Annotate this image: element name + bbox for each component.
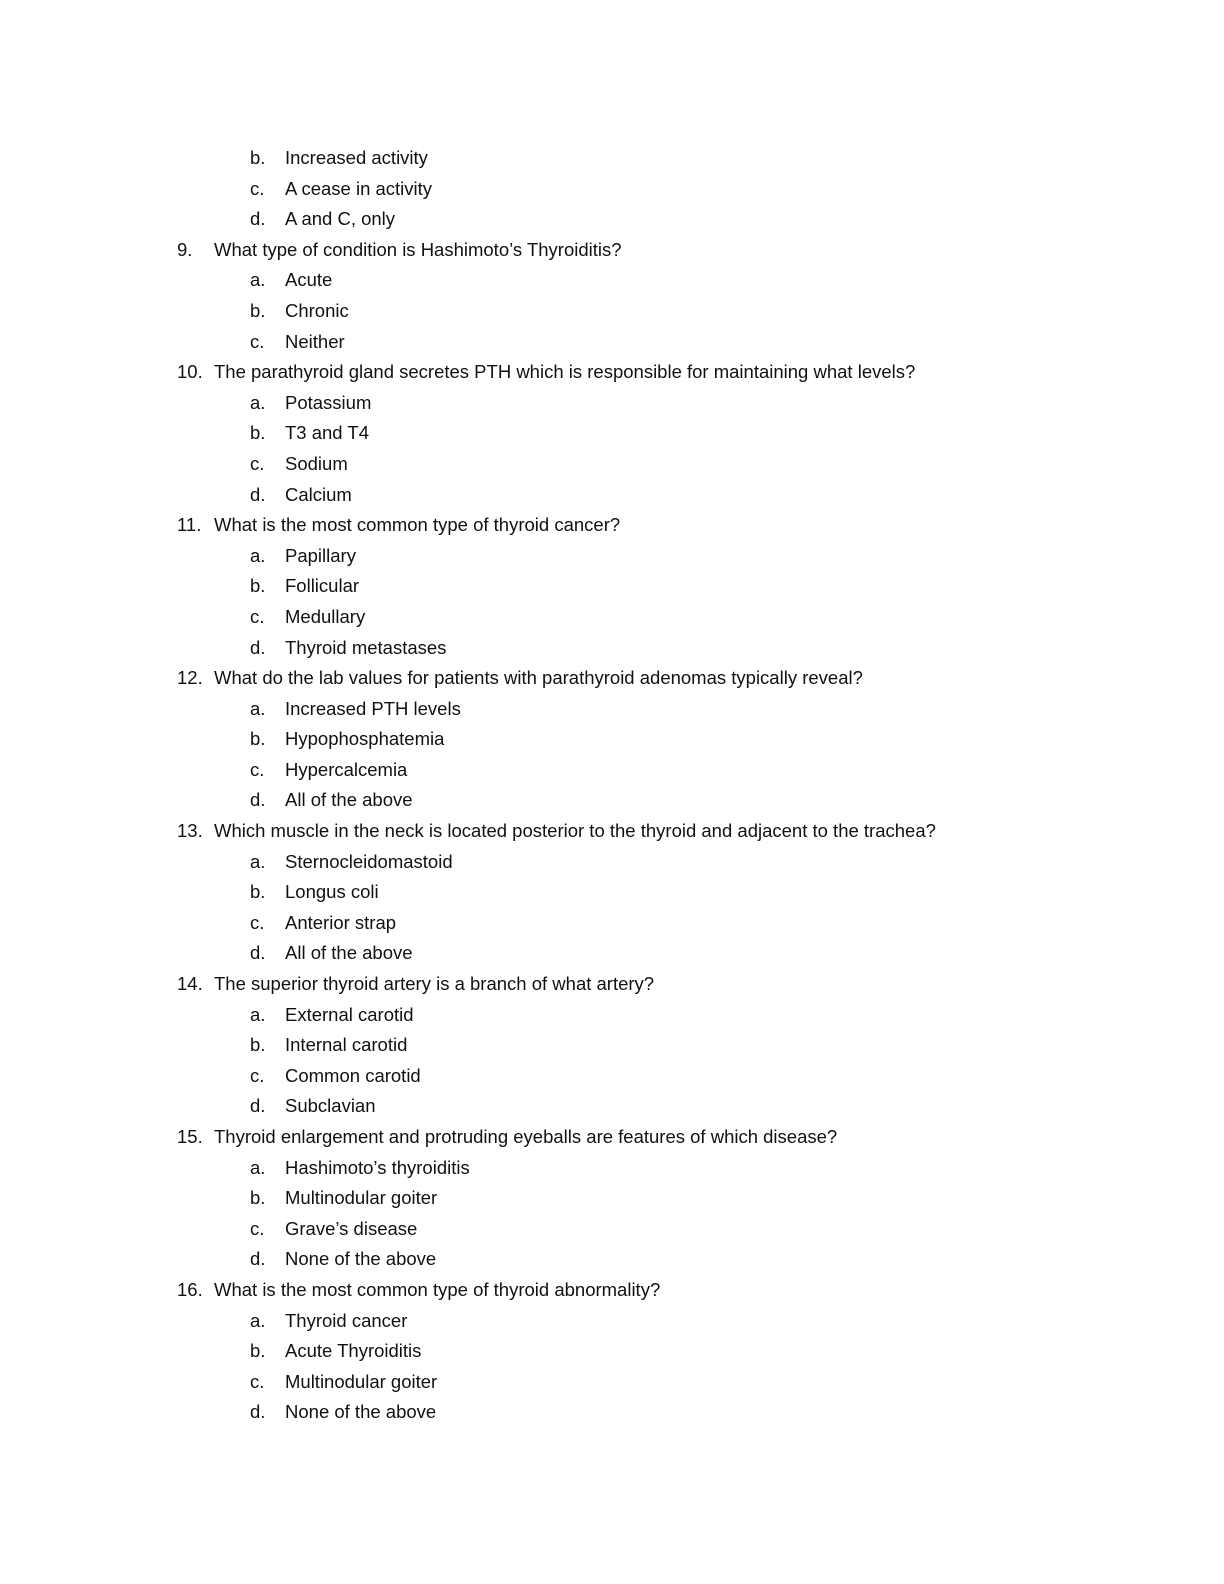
answer-option: [0, 143, 1224, 174]
question-text: What do the lab values for patients with parathyroid adenomas typically reveal?: [214, 667, 863, 689]
answer-option: [0, 1336, 1224, 1367]
option-letter: b.: [250, 1340, 266, 1362]
answer-option: [0, 1091, 1224, 1122]
answer-option: [0, 938, 1224, 969]
option-letter: a.: [250, 850, 266, 872]
option-text: Potassium: [285, 391, 372, 413]
question-text: What is the most common type of thyroid abnormality?: [214, 1278, 661, 1300]
answer-option: [0, 877, 1224, 908]
option-text: A cease in activity: [285, 177, 433, 199]
option-letter: b.: [250, 1187, 266, 1209]
question-number: 14.: [177, 973, 203, 995]
option-letter: c.: [250, 452, 265, 474]
answer-option: [0, 418, 1224, 449]
question-number: 15.: [177, 1126, 203, 1147]
answer-option: [0, 755, 1224, 786]
question-number: 16.: [177, 1278, 203, 1300]
option-letter: d.: [250, 942, 266, 964]
answer-option: [0, 1397, 1224, 1428]
answer-option: [0, 327, 1224, 358]
question: [0, 235, 1224, 266]
question-text: Which muscle in the neck is located posterior to the thyroid and adjacent to the trachea?: [214, 820, 936, 842]
option-text: Subclavian: [285, 1095, 376, 1117]
option-letter: d.: [250, 1095, 266, 1117]
question: [0, 1122, 1224, 1153]
answer-option: [0, 571, 1224, 602]
question-number: 9.: [177, 238, 193, 260]
option-letter: a.: [250, 544, 266, 566]
question-text: Thyroid enlargement and protruding eyeballs are features of which disease?: [214, 1126, 838, 1147]
answer-option: [0, 174, 1224, 205]
answer-option: [0, 847, 1224, 878]
option-letter: b.: [250, 575, 266, 597]
option-text: External carotid: [285, 1003, 414, 1025]
answer-option: [0, 388, 1224, 419]
option-letter: c.: [250, 758, 265, 780]
question: [0, 663, 1224, 694]
question-number: 10.: [177, 361, 203, 383]
option-text: Longus coli: [285, 881, 379, 903]
option-letter: b.: [250, 422, 266, 444]
option-letter: a.: [250, 1309, 266, 1331]
option-text: None of the above: [285, 1248, 437, 1270]
question-text: The superior thyroid artery is a branch of what artery?: [214, 973, 655, 995]
option-letter: a.: [250, 1156, 266, 1178]
option-letter: a.: [250, 697, 266, 719]
option-text: Increased PTH levels: [285, 697, 461, 719]
answer-option: [0, 694, 1224, 725]
quiz-document: [0, 143, 1224, 1428]
option-text: Multinodular goiter: [285, 1370, 438, 1392]
question-number: 11.: [177, 514, 202, 536]
option-letter: c.: [250, 1217, 265, 1239]
question: [0, 816, 1224, 847]
question-text: The parathyroid gland secretes PTH which is responsible for maintaining what levels?: [214, 361, 916, 383]
option-text: Medullary: [285, 605, 366, 627]
option-text: Calcium: [285, 483, 352, 505]
option-text: Thyroid cancer: [285, 1309, 408, 1331]
answer-option: [0, 265, 1224, 296]
answer-option: [0, 296, 1224, 327]
answer-option: [0, 1153, 1224, 1184]
question: [0, 510, 1224, 541]
option-letter: b.: [250, 299, 266, 321]
option-text: Increased activity: [285, 147, 428, 168]
answer-option: [0, 449, 1224, 480]
option-text: Grave’s disease: [285, 1217, 418, 1239]
option-text: Chronic: [285, 299, 349, 321]
option-text: Acute: [285, 269, 333, 291]
option-text: Thyroid metastases: [285, 636, 447, 658]
option-letter: a.: [250, 391, 266, 413]
option-letter: c.: [250, 605, 265, 627]
option-text: Acute Thyroiditis: [285, 1340, 422, 1362]
option-letter: d.: [250, 789, 266, 811]
option-text: All of the above: [285, 789, 413, 811]
answer-option: [0, 1214, 1224, 1245]
option-text: All of the above: [285, 942, 413, 964]
question: [0, 969, 1224, 1000]
option-text: T3 and T4: [285, 422, 369, 444]
answer-option: [0, 1244, 1224, 1275]
question: [0, 357, 1224, 388]
option-text: None of the above: [285, 1401, 437, 1423]
answer-option: [0, 602, 1224, 633]
option-letter: c.: [250, 177, 265, 199]
option-letter: b.: [250, 728, 266, 750]
answer-option: [0, 908, 1224, 939]
answer-option: [0, 1183, 1224, 1214]
option-text: Hashimoto’s thyroiditis: [285, 1156, 470, 1178]
option-letter: a.: [250, 1003, 266, 1025]
option-text: Papillary: [285, 544, 356, 566]
answer-option: [0, 1030, 1224, 1061]
option-text: Sodium: [285, 452, 348, 474]
option-text: Common carotid: [285, 1064, 421, 1086]
option-text: A and C, only: [285, 208, 396, 230]
option-text: Multinodular goiter: [285, 1187, 438, 1209]
option-text: Anterior strap: [285, 911, 397, 933]
option-letter: c.: [250, 1064, 265, 1086]
answer-option: [0, 541, 1224, 572]
answer-option: [0, 480, 1224, 511]
question: [0, 1275, 1224, 1306]
option-letter: d.: [250, 483, 266, 505]
question-text: What type of condition is Hashimoto’s Thyroiditis?: [214, 238, 622, 260]
option-letter: c.: [250, 330, 265, 352]
question-number: 12.: [177, 667, 203, 689]
answer-option: [0, 1367, 1224, 1398]
option-letter: b.: [250, 881, 266, 903]
answer-option: [0, 785, 1224, 816]
option-letter: a.: [250, 269, 266, 291]
option-text: Neither: [285, 330, 345, 352]
option-letter: d.: [250, 208, 266, 230]
question-text: What is the most common type of thyroid cancer?: [214, 514, 621, 536]
answer-option: [0, 1061, 1224, 1092]
option-letter: d.: [250, 1248, 266, 1270]
option-letter: d.: [250, 1401, 266, 1423]
option-text: Hypophosphatemia: [285, 728, 445, 750]
option-letter: b.: [250, 147, 266, 168]
option-letter: d.: [250, 636, 266, 658]
option-letter: c.: [250, 1370, 265, 1392]
answer-option: [0, 204, 1224, 235]
answer-option: [0, 633, 1224, 664]
option-text: Sternocleidomastoid: [285, 850, 453, 872]
question-number: 13.: [177, 820, 203, 842]
option-letter: b.: [250, 1034, 266, 1056]
answer-option: [0, 1000, 1224, 1031]
answer-option: [0, 1306, 1224, 1337]
answer-option: [0, 724, 1224, 755]
option-text: Follicular: [285, 575, 360, 597]
option-text: Hypercalcemia: [285, 758, 408, 780]
option-text: Internal carotid: [285, 1034, 408, 1056]
option-letter: c.: [250, 911, 265, 933]
